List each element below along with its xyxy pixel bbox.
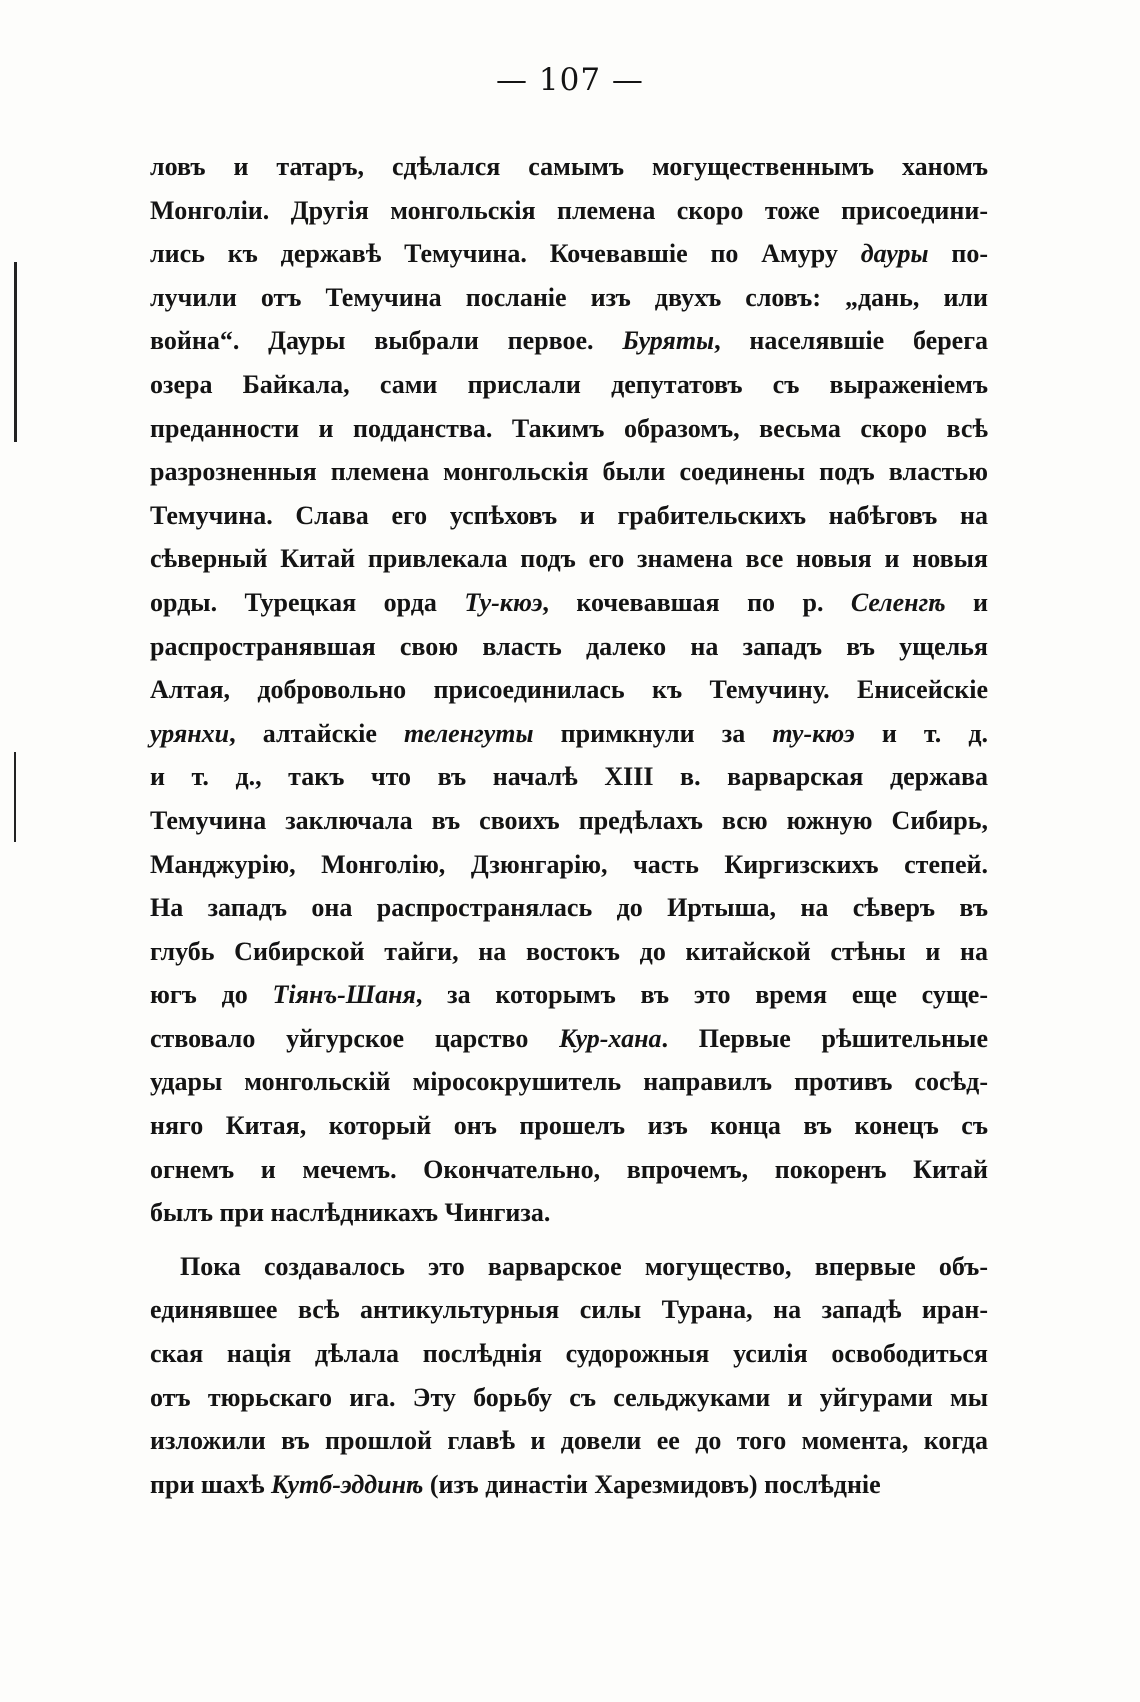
text-segment: орды. Турецкая орда xyxy=(150,587,465,617)
text-segment: распространявшая свою власть далеко на западъ въ ущелья xyxy=(150,631,988,661)
text-segment: , кочевавшая по р. xyxy=(542,587,851,617)
text-line xyxy=(150,712,988,756)
body-text xyxy=(150,145,988,1506)
text-segment: огнемъ и мечемъ. Окончательно, впрочемъ, покоренъ Китай xyxy=(150,1154,988,1184)
text-segment: озера Байкала, сами прислали депутатовъ съ выраженіемъ xyxy=(150,369,988,399)
text-line xyxy=(150,232,988,276)
text-segment: ствовало уйгурское царство xyxy=(150,1023,560,1053)
text-segment: Пока создавалось это варварское могущество, впервые объ- xyxy=(180,1251,988,1281)
text-segment: , населявшіе берега xyxy=(714,326,988,356)
paragraph-gap xyxy=(150,1235,988,1245)
page-number: — 107 — xyxy=(496,62,644,98)
text-line xyxy=(150,189,988,233)
text-segment: няго Китая, который онъ прошелъ изъ конца въ конецъ съ xyxy=(150,1111,988,1141)
text-segment: удары монгольскій міросокрушитель направилъ противъ сосѣд- xyxy=(150,1067,988,1097)
text-line xyxy=(150,1463,988,1507)
text-line xyxy=(150,1148,988,1192)
text-line xyxy=(150,625,988,669)
text-segment: . Первые рѣшительные xyxy=(661,1023,988,1053)
text-line xyxy=(150,319,988,363)
text-segment: и т. д. xyxy=(854,718,989,748)
text-segment: ловъ и татаръ, сдѣлался самымъ могущественнымъ ханомъ xyxy=(150,152,988,181)
text-segment: при шахѣ xyxy=(150,1469,271,1499)
italic-term: Тіянъ-Шаня xyxy=(272,980,416,1010)
text-line xyxy=(150,930,988,974)
italic-term: Ту-кюэ xyxy=(464,587,543,617)
text-line xyxy=(150,581,988,625)
text-line xyxy=(150,1376,988,1420)
text-line xyxy=(150,1191,988,1235)
text-segment: лись къ державѣ Темучина. Кочевавшіе по Амуру xyxy=(150,239,861,269)
text-segment: Темучина. Слава его успѣховъ и грабительскихъ набѣговъ на xyxy=(150,500,988,530)
text-segment: изложили въ прошлой главѣ и довели ее до того момента, когда xyxy=(150,1426,988,1456)
margin-mark xyxy=(14,752,16,842)
text-segment: (изъ династіи Харезмидовъ) послѣдніе xyxy=(423,1469,881,1499)
text-line xyxy=(150,537,988,581)
text-segment: сѣверный Китай привлекала подъ его знамена все новыя и новыя xyxy=(150,544,988,574)
italic-term: Буряты xyxy=(622,326,715,356)
text-line xyxy=(150,1104,988,1148)
text-segment: лучили отъ Темучина посланіе изъ двухъ словъ: „дань, или xyxy=(150,282,988,312)
text-line xyxy=(150,407,988,451)
text-line xyxy=(150,1419,988,1463)
text-segment: разрозненныя племена монгольскія были соединены подъ властью xyxy=(150,457,988,487)
text-segment: былъ при наслѣдникахъ Чингиза. xyxy=(150,1198,551,1228)
text-line xyxy=(150,1060,988,1104)
text-line xyxy=(150,886,988,930)
margin-mark xyxy=(14,262,17,442)
text-segment: и xyxy=(945,587,988,617)
italic-term: урянхи xyxy=(150,718,230,748)
text-line xyxy=(150,973,988,1017)
italic-term: теленгуты xyxy=(404,718,534,748)
italic-term: Кутб-эддинѣ xyxy=(270,1469,424,1499)
text-line xyxy=(150,668,988,712)
text-segment: преданности и подданства. Такимъ образомъ, весьма скоро всѣ xyxy=(150,413,988,443)
text-line xyxy=(150,450,988,494)
italic-term: Кур-хана xyxy=(559,1023,662,1053)
text-line xyxy=(150,1017,988,1061)
text-segment: ская нація дѣлала послѣднія судорожныя усилія освободиться xyxy=(150,1339,988,1369)
text-line xyxy=(150,494,988,538)
text-segment: примкнули за xyxy=(533,718,773,748)
text-segment: война“. Дауры выбрали первое. xyxy=(150,326,623,356)
text-segment: Темучина заключала въ своихъ предѣлахъ всю южную Сибирь, xyxy=(150,805,988,835)
text-segment: , алтайскіе xyxy=(229,718,405,748)
text-segment: глубь Сибирской тайги, на востокъ до китайской стѣны и на xyxy=(150,936,988,966)
text-line xyxy=(150,1332,988,1376)
italic-term: дауры xyxy=(860,239,929,269)
paragraph xyxy=(150,145,988,1235)
text-line xyxy=(150,363,988,407)
text-line xyxy=(150,276,988,320)
text-line xyxy=(150,799,988,843)
text-line xyxy=(150,755,988,799)
text-segment: Монголіи. Другія монгольскія племена скоро тоже присоедини- xyxy=(150,195,988,225)
text-line xyxy=(150,843,988,887)
italic-term: ту-кюэ xyxy=(772,718,855,748)
text-segment: Манджурію, Монголію, Дзюнгарію, часть Киргизскихъ степей. xyxy=(150,849,988,879)
italic-term: Селенгѣ xyxy=(850,587,946,617)
text-segment: Алтая, добровольно присоединилась къ Темучину. Енисейскіе xyxy=(150,675,988,705)
text-segment: по- xyxy=(928,239,988,269)
paragraph xyxy=(150,1245,988,1507)
text-line xyxy=(150,1245,988,1289)
text-segment: югъ до xyxy=(150,980,273,1010)
text-segment: , за которымъ въ это время еще суще- xyxy=(415,980,988,1010)
text-segment: отъ тюрьскаго ига. Эту борьбу съ сельджуками и уйгурами мы xyxy=(150,1382,988,1412)
text-segment: На западъ она распространялась до Иртыша, на сѣверъ въ xyxy=(150,893,988,923)
text-segment: единявшее всѣ антикультурныя силы Турана, на западѣ иран- xyxy=(150,1295,988,1325)
text-line xyxy=(150,145,988,189)
text-line xyxy=(150,1288,988,1332)
text-segment: и т. д., такъ что въ началѣ XIII в. варварская держава xyxy=(150,762,988,792)
